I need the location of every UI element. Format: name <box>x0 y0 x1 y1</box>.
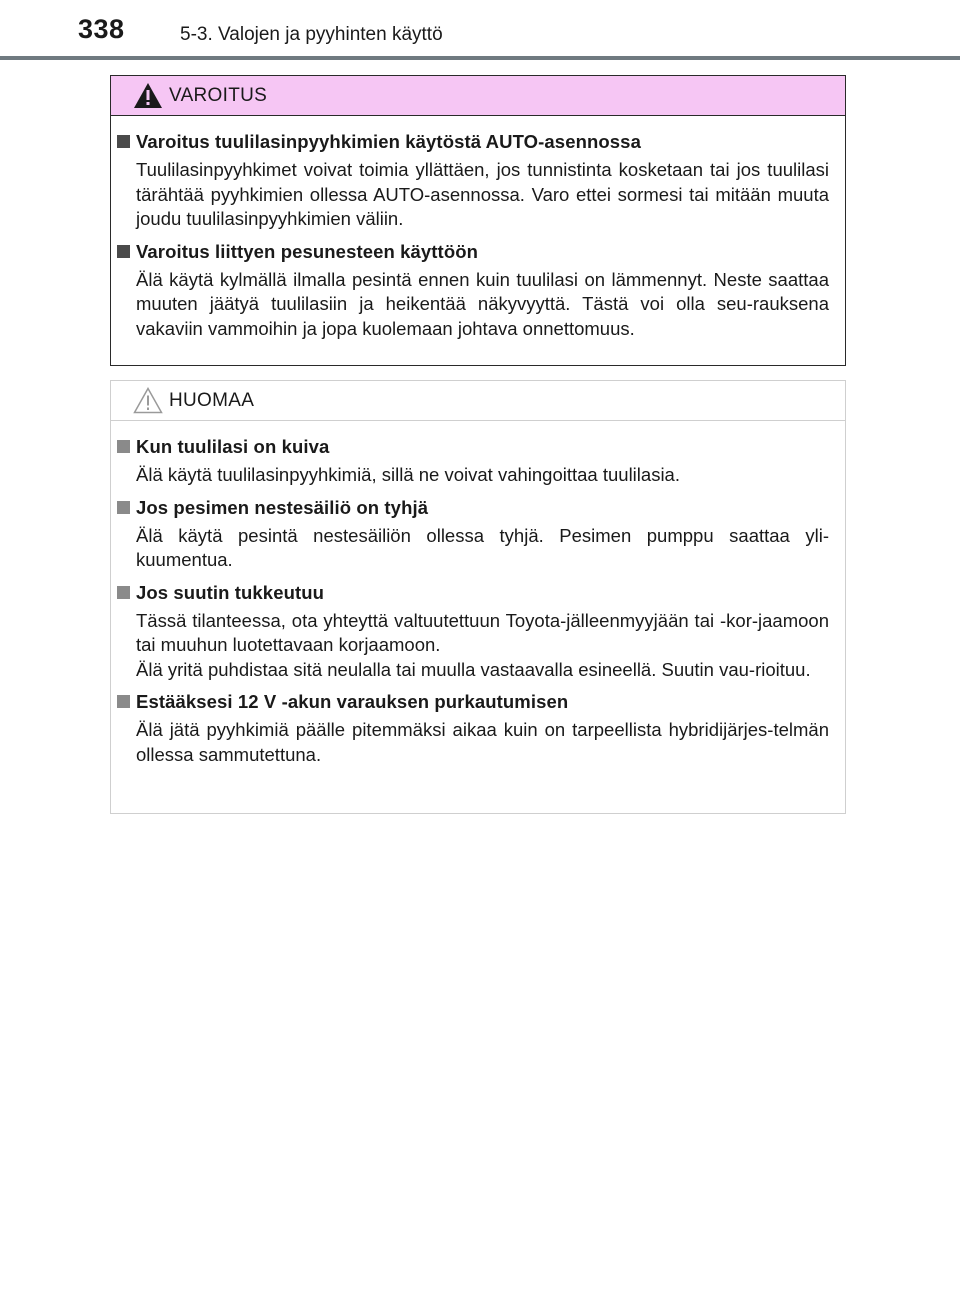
warning-title: VAROITUS <box>169 85 268 106</box>
bullet-square-icon <box>117 501 130 514</box>
notice-item-text: Älä käytä tuulilasinpyyhkimiä, sillä ne voivat vahingoittaa tuulilasia. <box>136 464 680 485</box>
warning-item-title: Varoitus tuulilasinpyyhkimien käytöstä AUTO-asennossa <box>136 131 641 152</box>
page-number: 338 <box>78 14 125 44</box>
notice-item-title: Kun tuulilasi on kuiva <box>136 436 330 457</box>
bullet-square-icon <box>117 135 130 148</box>
notice-item-title: Estääksesi 12 V -akun varauksen purkautumisen <box>136 691 569 712</box>
warning-item-title: Varoitus liittyen pesunesteen käyttöön <box>136 240 479 262</box>
warning-box <box>110 75 846 366</box>
notice-item-title: Jos suutin tukkeutuu <box>136 581 325 603</box>
notice-item <box>111 581 829 683</box>
notice-item <box>111 435 829 488</box>
header-rule <box>0 56 960 60</box>
bullet-square-icon <box>117 695 130 708</box>
warning-item <box>111 240 829 342</box>
warning-item-text: Älä käytä kylmällä ilmalla pesintä ennen kuin tuulilasi on lämmennyt. Neste saattaa muuten jäätyä tuulilasiin ja heikentää näkyvyyttä. Tästä voi olla seu-rauksena vakaviin vammoihin ja jopa kuolemaan johtava onnettomuus. <box>136 268 829 339</box>
notice-header <box>111 381 845 421</box>
bullet-square-icon <box>117 586 130 599</box>
bullet-square-icon <box>117 440 130 453</box>
notice-item <box>111 496 829 573</box>
warning-triangle-icon <box>133 82 163 109</box>
notice-item-paragraph: Älä yritä puhdistaa sitä neulalla tai muulla vastaavalla esineellä. Suutin vau-rioituu. <box>136 658 811 680</box>
notice-item-text <box>111 609 829 683</box>
caution-triangle-outline-icon <box>133 387 163 414</box>
bullet-square-icon <box>117 245 130 258</box>
notice-item-title: Jos pesimen nestesäiliö on tyhjä <box>136 496 429 518</box>
notice-box <box>110 380 846 814</box>
page-header <box>0 0 960 60</box>
section-title: 5-3. Valojen ja pyyhinten käyttö <box>180 24 443 45</box>
notice-body <box>111 421 845 767</box>
notice-title: HUOMAA <box>169 390 255 411</box>
notice-item-text: Älä käytä pesintä nestesäiliön ollessa tyhjä. Pesimen pumppu saattaa yli-kuumentua. <box>136 524 829 570</box>
warning-header <box>111 76 845 116</box>
warning-body <box>111 116 845 341</box>
notice-item-text: Älä jätä pyyhkimiä päälle pitemmäksi aikaa kuin on tarpeellista hybridijärjes-telmän ollessa sammutettuna. <box>136 719 829 765</box>
notice-item-paragraph: Tässä tilanteessa, ota yhteyttä valtuutettuun Toyota-jälleenmyyjään tai -kor-jaamoon tai muuhun luotettavaan korjaamoon. <box>136 609 829 655</box>
notice-item <box>111 690 829 767</box>
warning-item <box>111 130 829 232</box>
warning-item-text: Tuulilasinpyyhkimet voivat toimia yllättäen, jos tunnistinta kosketaan tai jos tuulilasi tärähtää pyyhkimien ollessa AUTO-asennossa. Varo ettei sormesi tai mitään muuta joudu tuulilasinpyyhkimien väliin. <box>136 159 829 229</box>
